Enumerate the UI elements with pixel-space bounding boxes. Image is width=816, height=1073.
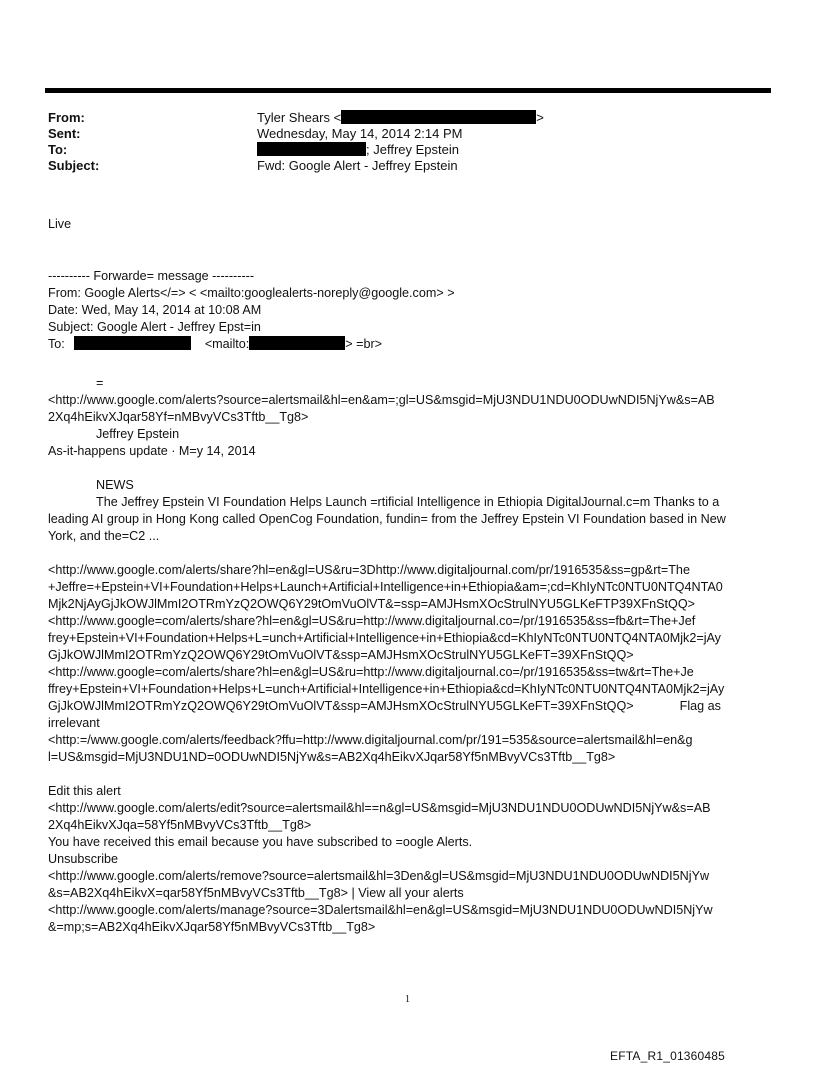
share-link[interactable]: frey+Epstein+VI+Foundation+Helps+L=unch+Artificial+Intelligence+in+Ethiopia&cd=KhIyNTc0NTU0NTQ4NTA0Mjk2=jAy bbox=[48, 631, 721, 645]
unsubscribe-link[interactable]: Unsubscribe bbox=[48, 852, 118, 866]
forward-divider: ---------- Forwarde= message ---------- bbox=[48, 269, 255, 283]
sent-value: Wednesday, May 14, 2014 2:14 PM bbox=[257, 126, 463, 141]
remove-link[interactable]: <http://www.google.com/alerts/remove?source=alertsmail&hl=3Den&gl=US&msgid=MjU3NDU1NDU0ODUwNDI5NjYw bbox=[48, 869, 710, 883]
article-text: leading AI group in Hong Kong called OpenCog Foundation, fundin= from the Jeffrey Epstein VI Foundation based in New bbox=[48, 512, 726, 526]
share-link[interactable]: ffrey+Epstein+VI+Foundation+Helps+L=unch+Artificial+Intelligence+in+Ethiopia&cd=KhIyNTc0NTU0NTQ4NTA0Mjk2=jAy bbox=[48, 682, 725, 696]
manage-link[interactable]: &=mp;s=AB2Xq4hEikvXJqar58Yf5nMBvyVCs3Tftb__Tg8> bbox=[48, 920, 376, 934]
edit-link[interactable]: <http://www.google.com/alerts/edit?source=alertsmail&hl==n&gl=US&msgid=MjU3NDU1NDU0ODUwNDI5NjYw&s=AB bbox=[48, 801, 711, 815]
header-sent-row bbox=[48, 126, 544, 142]
forward-to-end: > =br> bbox=[345, 337, 383, 351]
article-text: York, and the=C2 ... bbox=[48, 529, 160, 543]
edit-alert-label[interactable]: Edit this alert bbox=[48, 784, 121, 798]
header-to-row bbox=[48, 142, 544, 158]
feedback-link[interactable]: l=US&msgid=MjU3NDU1ND=0ODUwNDI5NjYw&s=AB2Xq4hEikvXJqar58Yf5nMBvyVCs3Tftb__Tg8> bbox=[48, 750, 616, 764]
share-link[interactable]: Mjk2NjAyGjJkOWJlMmI2OTRmYzQ2OWQ6Y29tOmVuOlVT&=ssp=AMJHsmXOcStrulNYU5GLKeFTP39XFnStQQ> bbox=[48, 597, 695, 611]
to-recipient: ; Jeffrey Epstein bbox=[366, 142, 459, 157]
alert-link[interactable]: <http://www.google.com/alerts?source=alertsmail&hl=en&am=;gl=US&msgid=MjU3NDU1NDU0ODUwNDI5NjYw&s=AB bbox=[48, 393, 715, 407]
share-link[interactable]: GjJkOWJlMmI2OTRmYzQ2OWQ6Y29tOmVuOlVT&ssp=AMJHsmXOcStrulNYU5GLKeFT=39XFnStQQ> bbox=[48, 699, 634, 713]
share-link[interactable]: <http://www.google=com/alerts/share?hl=en&gl=US&ru=http://www.digitaljournal.co=/pr/1916535&ss=tw&rt=The+Je bbox=[48, 665, 694, 679]
alert-equals: = bbox=[96, 376, 104, 390]
forward-subject: Subject: Google Alert - Jeffrey Epst=in bbox=[48, 320, 261, 334]
from-name: Tyler Shears < bbox=[257, 110, 342, 125]
from-value bbox=[257, 110, 544, 126]
forward-to-mailto: <mailto: bbox=[204, 337, 250, 351]
bates-number: EFTA_R1_01360485 bbox=[610, 1049, 726, 1063]
subject-label: Subject: bbox=[48, 158, 100, 173]
flag-as-link[interactable]: Flag as bbox=[679, 699, 721, 713]
share-link[interactable]: <http://www.google=com/alerts/share?hl=en&gl=US&ru=http://www.digitaljournal.co=/pr/1916535&ss=fb&rt=The+Jef bbox=[48, 614, 696, 628]
redaction-box bbox=[249, 336, 345, 350]
share-link[interactable]: <http://www.google.com/alerts/share?hl=en&gl=US&ru=3Dhttp://www.digitaljournal.com/pr/1916535&ss=gp&rt=The bbox=[48, 563, 690, 577]
section-heading: NEWS bbox=[96, 478, 134, 492]
subscription-notice: You have received this email because you have subscribed to =oogle Alerts. bbox=[48, 835, 473, 849]
header-subject-row bbox=[48, 158, 544, 174]
header-from-row bbox=[48, 110, 544, 126]
edit-link[interactable]: 2Xq4hEikvXJqa=58Yf5nMBvyVCs3Tftb__Tg8> bbox=[48, 818, 312, 832]
feedback-link[interactable]: <http:=/www.google.com/alerts/feedback?ffu=http://www.digitaljournal.com/pr/191=535&source=alertsmail&hl=en&g bbox=[48, 733, 693, 747]
alert-link[interactable]: 2Xq4hEikvXJqar58Yf=nMBvyVCs3Tftb__Tg8> bbox=[48, 410, 309, 424]
forward-from: From: Google Alerts</=> < <mailto:googlealerts-noreply@google.com> > bbox=[48, 286, 455, 300]
body-intro: Live bbox=[48, 217, 72, 231]
article-text: The Jeffrey Epstein VI Foundation Helps Launch =rtificial Intelligence in Ethiopia DigitalJournal.c=m Thanks to a bbox=[96, 495, 720, 509]
irrelevant-link[interactable]: irrelevant bbox=[48, 716, 100, 730]
alert-body bbox=[48, 375, 726, 936]
redaction-box bbox=[257, 142, 366, 156]
sent-label: Sent: bbox=[48, 126, 81, 141]
email-header bbox=[48, 110, 544, 174]
redaction-box bbox=[341, 110, 536, 124]
from-close: > bbox=[536, 110, 544, 125]
share-link[interactable]: GjJkOWJlMmI2OTRmYzQ2OWQ6Y29tOmVuOlVT&ssp=AMJHsmXOcStrulNYU5GLKeFT=39XFnStQQ> bbox=[48, 648, 634, 662]
to-value bbox=[257, 142, 459, 158]
manage-link[interactable]: <http://www.google.com/alerts/manage?source=3Dalertsmail&hl=en&gl=US&msgid=MjU3NDU1NDU0ODUwNDI5NjYw bbox=[48, 903, 713, 917]
from-label: From: bbox=[48, 110, 85, 125]
remove-link[interactable]: &s=AB2Xq4hEikvX=qar58Yf5nMBvyVCs3Tftb__Tg8> | View all your alerts bbox=[48, 886, 464, 900]
forward-to-label: To: bbox=[48, 337, 65, 351]
to-label: To: bbox=[48, 142, 68, 157]
page-number: 1 bbox=[405, 994, 410, 1005]
alert-query: Jeffrey Epstein bbox=[96, 427, 180, 441]
share-link-row bbox=[48, 698, 726, 715]
subject-value: Fwd: Google Alert - Jeffrey Epstein bbox=[257, 158, 458, 173]
header-rule bbox=[45, 88, 771, 93]
redaction-box bbox=[74, 336, 191, 350]
share-link[interactable]: +Jeffre=+Epstein+VI+Foundation+Helps+Launch+Artificial+Intelligence+in+Ethiopia&am=;cd=KhIyNTc0NTU0NTQ4NTA0 bbox=[48, 580, 723, 594]
alert-update: As-it-happens update · M=y 14, 2014 bbox=[48, 444, 256, 458]
forward-date: Date: Wed, May 14, 2014 at 10:08 AM bbox=[48, 303, 262, 317]
forward-to bbox=[48, 336, 455, 353]
forwarded-header bbox=[48, 268, 455, 353]
